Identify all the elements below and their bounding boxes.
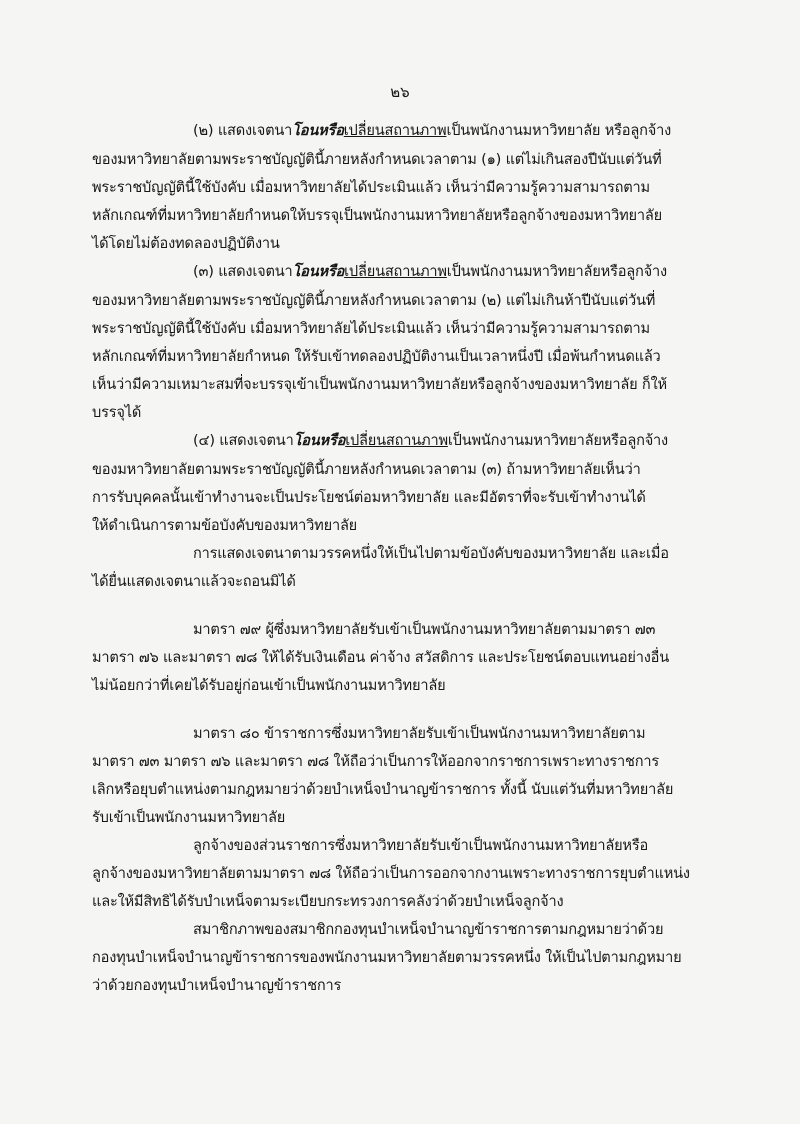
text-segment: (๓) แสดงเจตนา	[193, 263, 293, 280]
underlined-text: เปลี่ยนสถานภาพ	[344, 263, 447, 280]
line-s80-l3: เลิกหรือยุบตำแหน่งตามกฎหมายว่าด้วยบำเหน็จบำนาญข้าราชการ ทั้งนี้ นับแต่วันที่มหาวิทยาลัย	[92, 781, 674, 798]
line-s80-l4: รับเข้าเป็นพนักงานมหาวิทยาลัย	[92, 809, 286, 826]
line-p1-l2: ของมหาวิทยาลัยตามพระราชบัญญัตินี้ภายหลังกำหนดเวลาตาม (๑) แต่ไม่เกินสองปีนับแต่วันที่	[92, 151, 662, 168]
line-s80-l1: มาตรา ๘๐ ข้าราชการซึ่งมหาวิทยาลัยรับเข้าเป็นพนักงานมหาวิทยาลัยตาม	[193, 725, 646, 742]
line-p3-l4: ให้ดำเนินการตามข้อบังคับของมหาวิทยาลัย	[92, 517, 358, 534]
line-s80-l2: มาตรา ๗๓ มาตรา ๗๖ และมาตรา ๗๘ ให้ถือว่าเป็นการให้ออกจากราชการเพราะทางราชการ	[92, 753, 659, 770]
line-p2-l2: ของมหาวิทยาลัยตามพระราชบัญญัตินี้ภายหลังกำหนดเวลาตาม (๒) แต่ไม่เกินห้าปีนับแต่วันที่	[92, 292, 656, 309]
struck-text: โอนหรือ	[292, 122, 344, 139]
underlined-text: เปลี่ยนสถานภาพ	[345, 432, 448, 449]
line-s79-l3: ไม่น้อยกว่าที่เคยได้รับอยู่ก่อนเข้าเป็นพนักงานมหาวิทยาลัย	[92, 677, 446, 694]
line-p2-l5: เห็นว่ามีความเหมาะสมที่จะบรรจุเข้าเป็นพนักงานมหาวิทยาลัยหรือลูกจ้างของมหาวิทยาลัย ก็ให้	[92, 376, 667, 393]
line-p7-l2: ลูกจ้างของมหาวิทยาลัยตามมาตรา ๗๘ ให้ถือว่าเป็นการออกจากงานเพราะทางราชการยุบตำแหน่ง	[92, 865, 690, 882]
line-p8-l3: ว่าด้วยกองทุนบำเหน็จบำนาญข้าราชการ	[92, 977, 342, 994]
page-number: ๒๖	[390, 83, 410, 101]
text-segment: (๔) แสดงเจตนา	[193, 432, 294, 449]
underlined-text: เปลี่ยนสถานภาพ	[343, 122, 447, 139]
line-p8-l2: กองทุนบำเหน็จบำนาญข้าราชการของพนักงานมหาวิทยาลัยตามวรรคหนึ่ง ให้เป็นไปตามกฎหมาย	[92, 949, 682, 966]
line-p1-l3: พระราชบัญญัตินี้ใช้บังคับ เมื่อมหาวิทยาลัยได้ประเมินแล้ว เห็นว่ามีความรู้ความสามารถตาม	[92, 179, 650, 196]
line-p7-l3: และให้มีสิทธิได้รับบำเหน็จตามระเบียบกระทรวงการคลังว่าด้วยบำเหน็จลูกจ้าง	[92, 893, 564, 910]
struck-text: โอนหรือ	[292, 263, 345, 280]
line-p3-l1	[193, 431, 668, 451]
line-p1-l4: หลักเกณฑ์ที่มหาวิทยาลัยกำหนดให้บรรจุเป็นพนักงานมหาวิทยาลัยหรือลูกจ้างของมหาวิทยาลัย	[92, 207, 663, 224]
text-segment: เป็นพนักงานมหาวิทยาลัย หรือลูกจ้าง	[446, 122, 671, 139]
line-s79-l1: มาตรา ๗๙ ผู้ซึ่งมหาวิทยาลัยรับเข้าเป็นพนักงานมหาวิทยาลัยตามมาตรา ๗๓	[193, 621, 656, 638]
text-segment: เป็นพนักงานมหาวิทยาลัยหรือลูกจ้าง	[446, 263, 667, 280]
line-p1-l1	[193, 121, 671, 141]
line-p2-l3: พระราชบัญญัตินี้ใช้บังคับ เมื่อมหาวิทยาลัยได้ประเมินแล้ว เห็นว่ามีความรู้ความสามารถตาม	[92, 320, 650, 337]
line-p4-l2: ได้ยื่นแสดงเจตนาแล้วจะถอนมิได้	[92, 573, 296, 590]
text-segment: เป็นพนักงานมหาวิทยาลัยหรือลูกจ้าง	[447, 432, 668, 449]
line-p4-l1: การแสดงเจตนาตามวรรคหนึ่งให้เป็นไปตามข้อบังคับของมหาวิทยาลัย และเมื่อ	[193, 545, 669, 562]
line-p1-l5: ได้โดยไม่ต้องทดลองปฏิบัติงาน	[92, 235, 280, 252]
line-p3-l3: การรับบุคคลนั้นเข้าทำงานจะเป็นประโยชน์ต่อมหาวิทยาลัย และมีอัตราที่จะรับเข้าทำงานได้	[92, 489, 646, 506]
line-p2-l6: บรรจุได้	[92, 404, 142, 421]
line-s79-l2: มาตรา ๗๖ และมาตรา ๗๘ ให้ได้รับเงินเดือน ค่าจ้าง สวัสดิการ และประโยชน์ตอบแทนอย่างอื่น	[92, 649, 670, 666]
text-segment: (๒) แสดงเจตนา	[193, 122, 293, 139]
struck-text: โอนหรือ	[293, 432, 346, 449]
line-p8-l1: สมาชิกภาพของสมาชิกกองทุนบำเหน็จบำนาญข้าราชการตามกฎหมายว่าด้วย	[193, 921, 664, 938]
line-p2-l1	[193, 262, 667, 282]
line-p2-l4: หลักเกณฑ์ที่มหาวิทยาลัยกำหนด ให้รับเข้าทดลองปฏิบัติงานเป็นเวลาหนึ่งปี เมื่อพ้นกำหนดแล้ว	[92, 348, 661, 365]
line-p3-l2: ของมหาวิทยาลัยตามพระราชบัญญัตินี้ภายหลังกำหนดเวลาตาม (๓) ถ้ามหาวิทยาลัยเห็นว่า	[92, 461, 641, 478]
line-p7-l1: ลูกจ้างของส่วนราชการซึ่งมหาวิทยาลัยรับเข้าเป็นพนักงานมหาวิทยาลัยหรือ	[193, 837, 649, 854]
